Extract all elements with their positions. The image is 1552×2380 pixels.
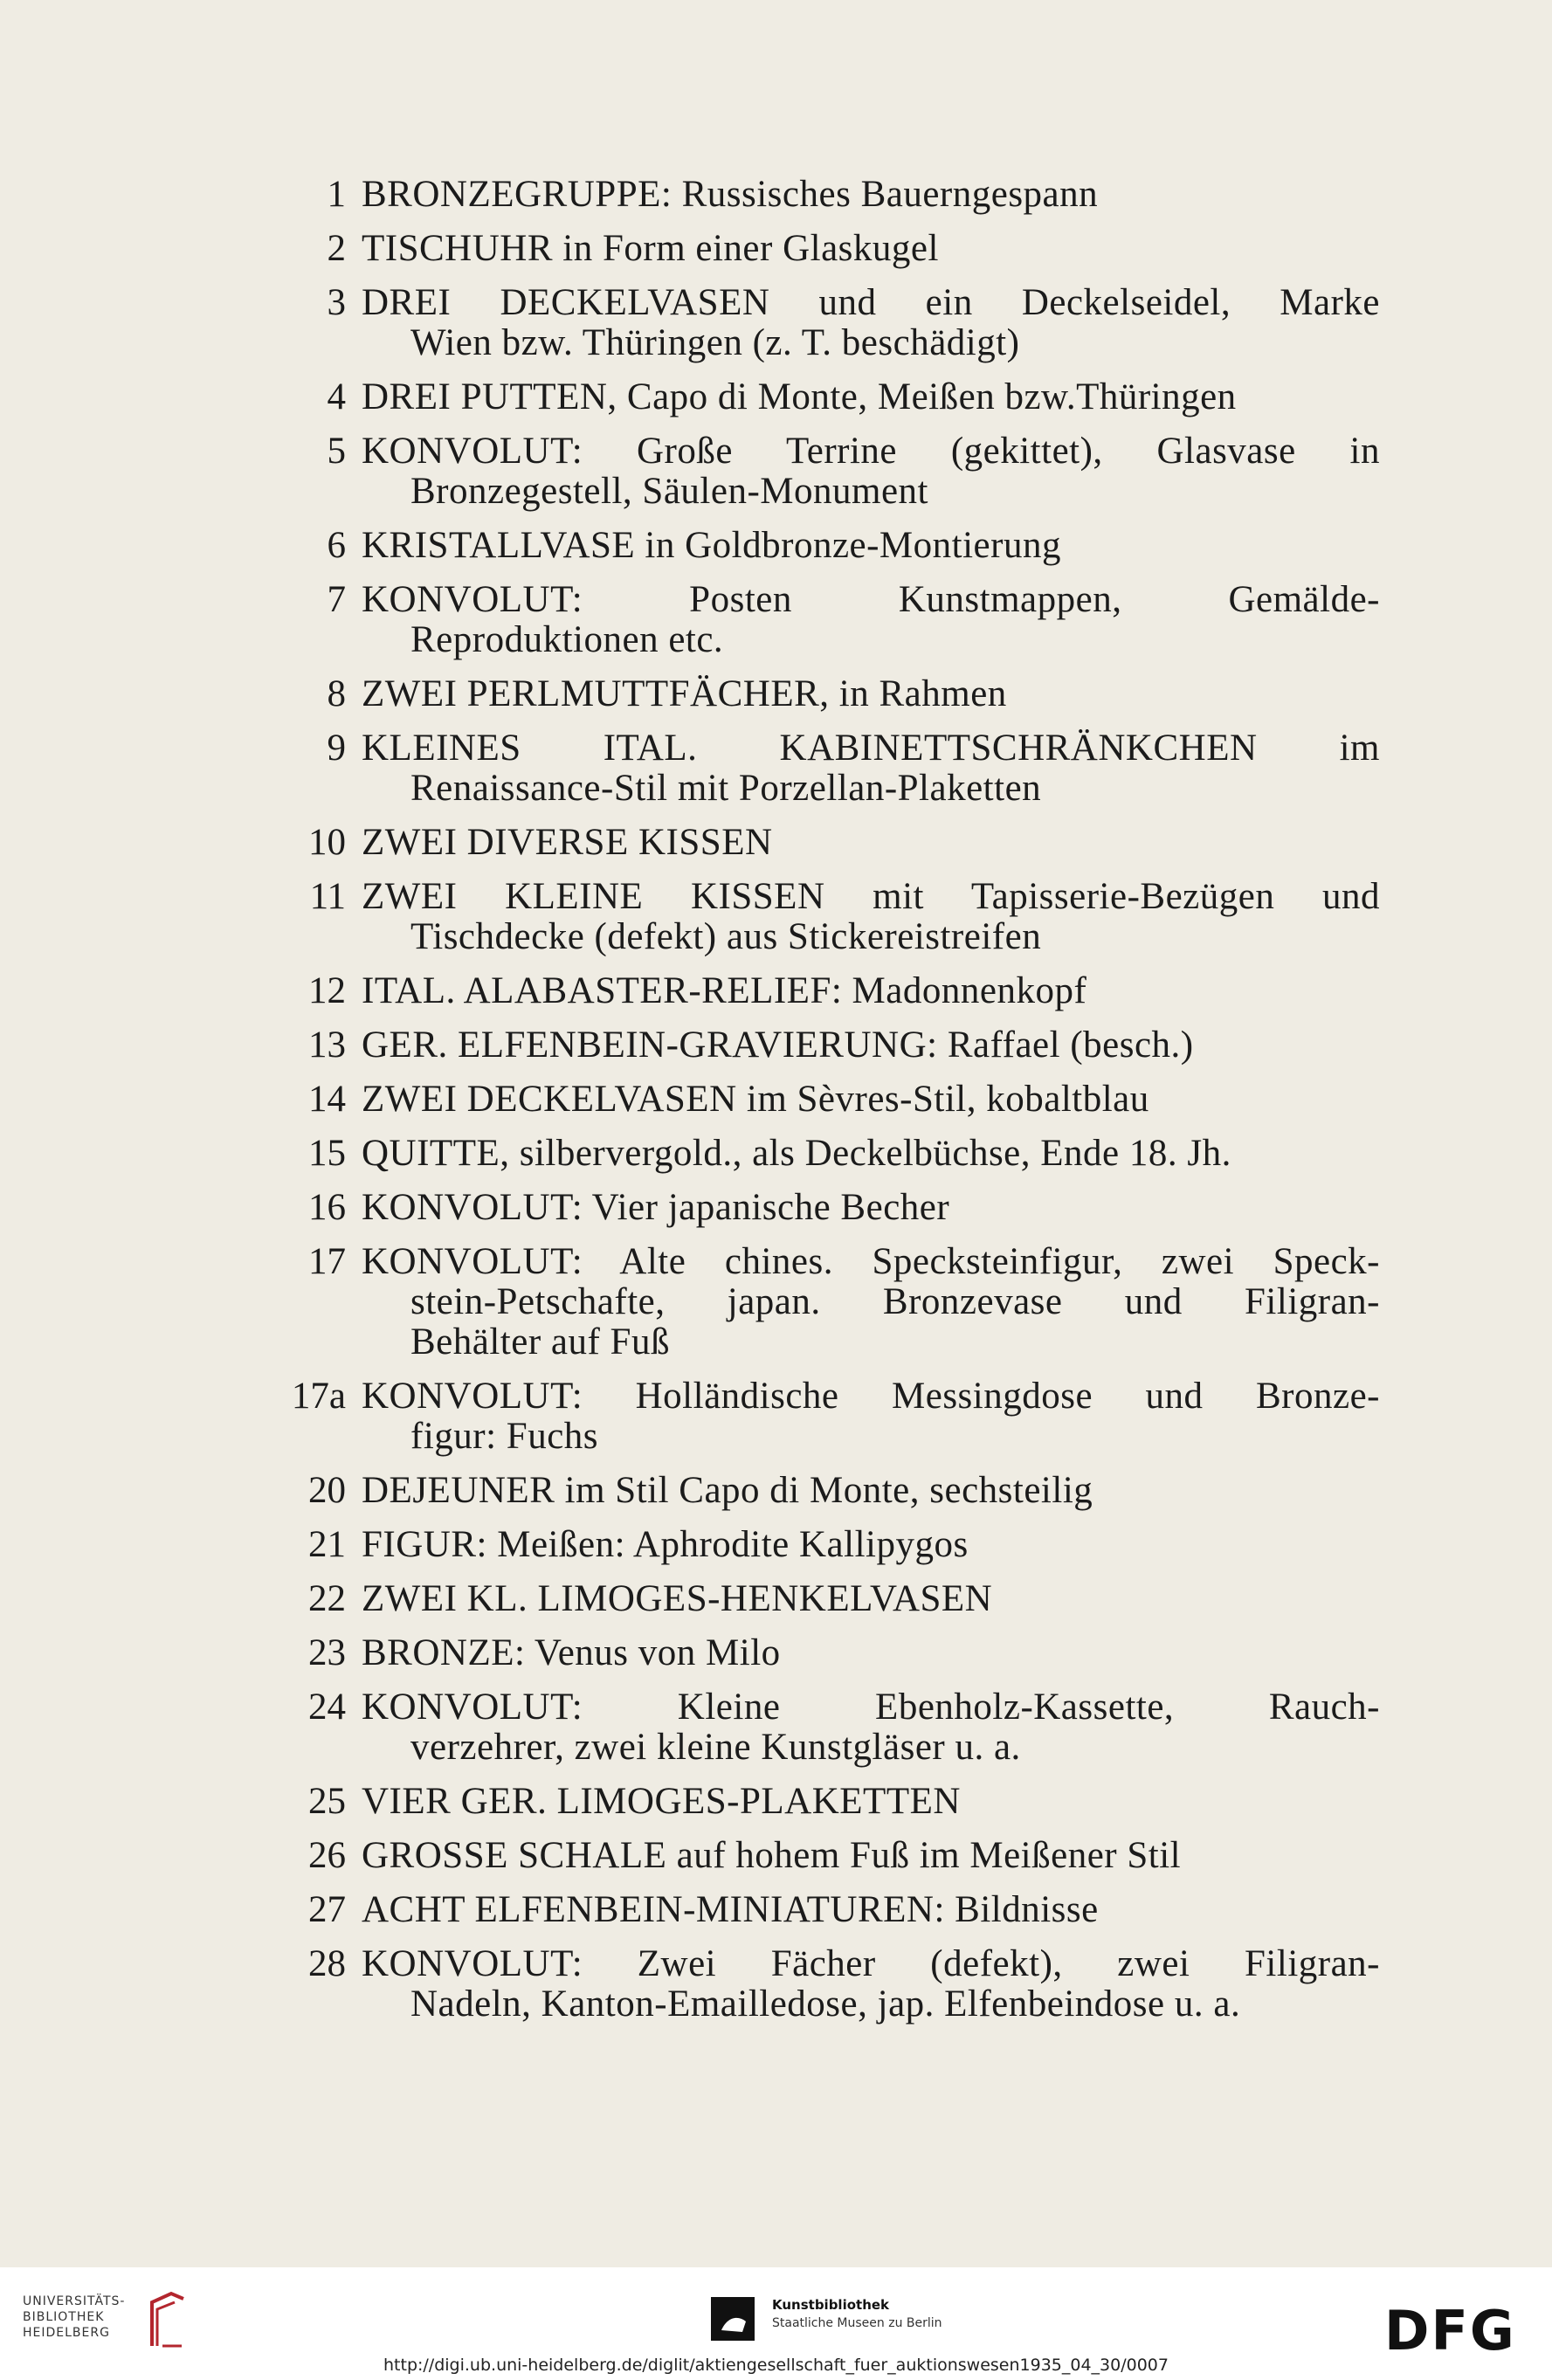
lot-number: 9: [327, 728, 346, 769]
lot-description-continuation: Reproduktionen etc.: [410, 619, 724, 660]
lot-description: [362, 1633, 1380, 1673]
lot-description-line: FIGUR: Meißen: Aphrodite Kallipygos: [362, 1524, 969, 1565]
lot-description-line: DREI DECKELVASEN und ein Deckelseidel, Marke: [362, 282, 1380, 323]
catalog-entry: [262, 431, 1380, 512]
lot-number: 21: [308, 1524, 346, 1565]
footer-bar: [0, 2267, 1552, 2380]
university-library-logo-text: [23, 2294, 125, 2341]
lot-description-line: DEJEUNER im Stil Capo di Monte, sechsteilig: [362, 1470, 1093, 1511]
lot-description: [362, 877, 1380, 957]
lot-description: [362, 1782, 1380, 1822]
lot-description-line: BRONZE: Venus von Milo: [362, 1632, 781, 1673]
lot-description-continuation: Tischdecke (defekt) aus Stickereistreifen: [410, 916, 1042, 957]
lot-description-line: KONVOLUT: Alte chines. Specksteinfigur, zwei Speck-: [362, 1241, 1380, 1282]
uni-logo-line-2: BIBLIOTHEK: [23, 2310, 105, 2324]
uni-logo-line-3: HEIDELBERG: [23, 2326, 110, 2340]
catalog-entry: [262, 1687, 1380, 1768]
lot-description-line: BRONZEGRUPPE: Russisches Bauerngespann: [362, 174, 1099, 215]
lot-description-line: VIER GER. LIMOGES-PLAKETTEN: [362, 1781, 961, 1822]
catalog-entry: [262, 283, 1380, 363]
lot-description: [362, 728, 1380, 809]
kunstbibliothek-mark-icon: [711, 2297, 755, 2341]
lot-number: 27: [308, 1889, 346, 1930]
kunstbibliothek-title: Kunstbibliothek: [772, 2297, 890, 2313]
university-seal-icon: [145, 2290, 189, 2351]
lot-number: 13: [308, 1024, 346, 1066]
lot-description: [362, 377, 1380, 417]
lot-description-line: ITAL. ALABASTER-RELIEF: Madonnenkopf: [362, 970, 1087, 1011]
lot-description-line: GER. ELFENBEIN-GRAVIERUNG: Raffael (besch.): [362, 1024, 1194, 1066]
lot-number: 17: [308, 1241, 346, 1282]
lot-description-continuation: Nadeln, Kanton-Emailledose, jap. Elfenbeindose u. a.: [410, 1983, 1241, 2025]
lot-description-line: KONVOLUT: Posten Kunstmappen, Gemälde-: [362, 579, 1380, 620]
lot-description-line: ZWEI PERLMUTTFÄCHER, in Rahmen: [362, 673, 1007, 714]
catalog-entry: [262, 175, 1380, 215]
lot-description-line: KLEINES ITAL. KABINETTSCHRÄNKCHEN im: [362, 728, 1380, 769]
lot-number: 22: [308, 1578, 346, 1619]
lot-description-line: ZWEI KL. LIMOGES-HENKELVASEN: [362, 1578, 993, 1619]
lot-description: [362, 823, 1380, 863]
catalog-entry: [262, 1944, 1380, 2025]
catalog-entry: [262, 1633, 1380, 1673]
lot-number: 26: [308, 1835, 346, 1876]
lot-description: [362, 1134, 1380, 1174]
lot-description: [362, 1944, 1380, 2025]
lot-description: [362, 971, 1380, 1011]
lot-description-continuation: Bronzegestell, Säulen-Monument: [410, 471, 928, 512]
lot-number: 12: [308, 970, 346, 1011]
lot-description-line: ZWEI DECKELVASEN im Sèvres-Stil, kobaltblau: [362, 1079, 1149, 1120]
lot-number: 5: [327, 431, 346, 472]
catalog-entry: [262, 971, 1380, 1011]
lot-number: 16: [308, 1187, 346, 1228]
lot-description-continuation: Behälter auf Fuß: [410, 1321, 670, 1362]
lot-number: 6: [327, 525, 346, 566]
lot-number: 8: [327, 673, 346, 714]
catalog-entry: [262, 229, 1380, 269]
catalog-entry: [262, 1471, 1380, 1511]
kunstbibliothek-subtitle: Staatliche Museen zu Berlin: [772, 2316, 942, 2330]
lot-description-continuation: stein-Petschafte, japan. Bronzevase und Filigran-: [410, 1281, 1380, 1322]
lot-number: 17a: [291, 1376, 346, 1417]
lot-description: [362, 1242, 1380, 1362]
catalog-entry: [262, 1134, 1380, 1174]
lot-number: 10: [308, 822, 346, 863]
lot-description: [362, 1687, 1380, 1768]
lot-number: 4: [327, 376, 346, 417]
catalog-entry: [262, 1836, 1380, 1876]
lot-description-line: ZWEI DIVERSE KISSEN: [362, 822, 773, 863]
lot-description-line: DREI PUTTEN, Capo di Monte, Meißen bzw.Thüringen: [362, 376, 1237, 417]
kunstbibliothek-logo[interactable]: [711, 2294, 973, 2346]
lot-description: [362, 1188, 1380, 1228]
lot-description-line: ZWEI KLEINE KISSEN mit Tapisserie-Bezügen und: [362, 876, 1380, 917]
lot-description: [362, 1836, 1380, 1876]
lot-description-line: KONVOLUT: Große Terrine (gekittet), Glasvase in: [362, 431, 1380, 472]
lot-number: 14: [308, 1079, 346, 1120]
catalog-entry: [262, 1025, 1380, 1066]
catalog-entry: [262, 1525, 1380, 1565]
lot-number: 23: [308, 1632, 346, 1673]
lot-number: 7: [327, 579, 346, 620]
catalog-entry: [262, 580, 1380, 660]
catalog-entry: [262, 1782, 1380, 1822]
lot-description-line: GROSSE SCHALE auf hohem Fuß im Meißener Stil: [362, 1835, 1182, 1876]
lot-description: [362, 580, 1380, 660]
lot-number: 3: [327, 282, 346, 323]
lot-description: [362, 1025, 1380, 1066]
lot-description-continuation: verzehrer, zwei kleine Kunstgläser u. a.: [410, 1727, 1021, 1768]
lot-number: 15: [308, 1133, 346, 1174]
lot-description: [362, 431, 1380, 512]
catalog-entry: [262, 1376, 1380, 1457]
catalog-entry: [262, 728, 1380, 809]
lot-description: [362, 1471, 1380, 1511]
lot-description: [362, 1080, 1380, 1120]
lot-description: [362, 175, 1380, 215]
catalog-entry: [262, 1080, 1380, 1120]
lot-description-line: KONVOLUT: Zwei Fächer (defekt), zwei Filigran-: [362, 1943, 1380, 1984]
lot-description-line: KONVOLUT: Holländische Messingdose und Bronze-: [362, 1376, 1380, 1417]
lot-description: [362, 1579, 1380, 1619]
lot-description: [362, 1890, 1380, 1930]
lot-number: 20: [308, 1470, 346, 1511]
lot-description-continuation: Renaissance-Stil mit Porzellan-Plaketten: [410, 768, 1042, 809]
lot-number: 2: [327, 228, 346, 269]
catalog-list: [262, 175, 1380, 2039]
lot-description-continuation: Wien bzw. Thüringen (z. T. beschädigt): [410, 322, 1020, 363]
lot-number: 1: [327, 174, 346, 215]
lot-description-line: KRISTALLVASE in Goldbronze-Montierung: [362, 525, 1061, 566]
lot-description: [362, 229, 1380, 269]
lot-description-line: ACHT ELFENBEIN-MINIATUREN: Bildnisse: [362, 1889, 1099, 1930]
lot-description-continuation: figur: Fuchs: [410, 1416, 599, 1457]
lot-description: [362, 526, 1380, 566]
catalog-entry: [262, 823, 1380, 863]
university-library-logo[interactable]: [23, 2290, 197, 2351]
lot-description-line: KONVOLUT: Kleine Ebenholz-Kassette, Rauch-: [362, 1687, 1380, 1728]
lot-description-line: QUITTE, silbervergold., als Deckelbüchse, Ende 18. Jh.: [362, 1133, 1231, 1174]
lot-number: 11: [309, 876, 346, 917]
lot-description-line: KONVOLUT: Vier japanische Becher: [362, 1187, 950, 1228]
lot-description: [362, 283, 1380, 363]
lot-description: [362, 674, 1380, 714]
catalog-entry: [262, 1242, 1380, 1362]
lot-number: 28: [308, 1943, 346, 1984]
uni-logo-line-1: UNIVERSITÄTS-: [23, 2294, 126, 2308]
lot-number: 25: [308, 1781, 346, 1822]
catalog-entry: [262, 877, 1380, 957]
catalog-entry: [262, 1890, 1380, 1930]
catalog-entry: [262, 526, 1380, 566]
dfg-logo[interactable]: DFG: [1384, 2299, 1516, 2363]
catalog-entry: [262, 377, 1380, 417]
lot-description-line: TISCHUHR in Form einer Glaskugel: [362, 228, 939, 269]
catalog-entry: [262, 674, 1380, 714]
page-url[interactable]: http://digi.ub.uni-heidelberg.de/diglit/aktiengesellschaft_fuer_auktionswesen1935_04_30/0007: [383, 2356, 1169, 2375]
catalog-entry: [262, 1579, 1380, 1619]
lot-number: 24: [308, 1687, 346, 1728]
lot-description: [362, 1525, 1380, 1565]
lot-description: [362, 1376, 1380, 1457]
catalog-entry: [262, 1188, 1380, 1228]
